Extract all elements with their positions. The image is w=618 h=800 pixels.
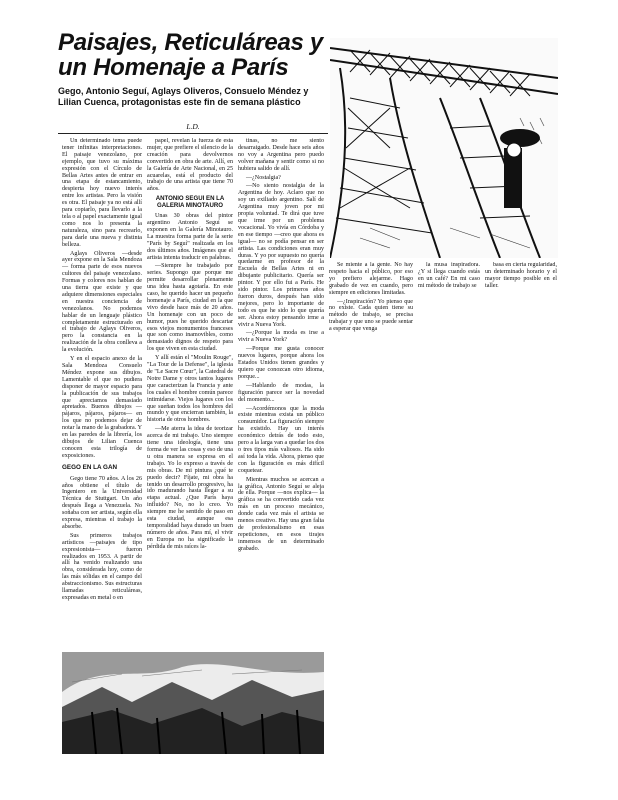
col3-paragraph: —No siento nostalgia de la Argentina de hoy. Aclaro que no soy un exiliado argentino. Salí de Argentina muy joven por mi propia voluntad. Te dirá que tuve que irme por un problema vocacional. Yo vivía en Córdoba y en ese tiempo —creo que ahora es igual— no se podía pensar en ser artista. Las condiciones eran muy duras. Y yo por supuesto no quería quedarme en profesor de la Escuela de Bellas Artes ni en dibujante publicitario. Quería ser pintor. Y por ello fui a París. He sido pintor. Los primeros años fueron duros, después han sido mejores, pero lo importante de todo es que he sido lo que quería ser. Ahora estoy pensando irme a vivir a Nueva York.	[238, 183, 324, 328]
col1-paragraph: Y en el espacio anexo de la Sala Mendoza Consuelo Méndez expone sus dibujos. Lamentable el que no pudiera disponer de mayor espacio para la publicación de sus trabajos que apreciamos demasiado apretados. Buenos dibujos —pájaros, pájaros, pájaros— en los que no podemos dejar de notar la mano de la grabadora. Y en las paredes de la librería, los dibujos de Lilian Cuenca conocen esta trilogía de exposiciones.	[62, 356, 142, 459]
headline-rule	[58, 133, 328, 134]
col2-paragraph: —Me aterra la idea de teorizar acerca de mi trabajo. Uno siempre tiene una ideología, tiene una forma de ver las cosas y eso de una u otra manera se expresa en el trabajo. Yo lo expreso a través de mis obras. De mi pintura ¿qué te puedo decir? Fíjate, mi obra ha tenido un desarrollo progresivo, ha ido madurando hasta llegar a su etapa actual. ¿Que París haya influido? No, no lo creo. Yo siempre me he sentido de paso en esta ciudad, aunque esa temporalidad haya durado un buen número de años. Para mí, el vivir en Europa no ha significado la pérdida de mis raíces la-	[147, 426, 233, 550]
article-headline: Paisajes, Reticuláreas y un Homenaje a París	[58, 29, 323, 81]
col2-paragraph: Y allí están el "Moulin Rouge", "La Tour de la Defense", la iglesia de "Le Sacre Cœur", la Catedral de Notre Dame y otros tantos lugares que caracterizan la Francia y ante los cuales el hombre común parece intimidarse. Viejos lugares con los que sueñan todos los hombres del mundo y que encierran también, la historia de otros hombres.	[147, 355, 233, 424]
col6-paragraph: basa en cierta regularidad, un determinado horario y el mayor tiempo posible en el taller.	[485, 262, 557, 289]
col5-paragraph: la musa inspiradora. ¿Y si llega cuando estás en un café? En mi caso mi método de trabajo se	[418, 262, 480, 289]
col3-paragraph: —¿Nostalgia?	[246, 174, 281, 181]
subheading-gego: GEGO EN LA GAN	[62, 463, 118, 471]
col4-paragraph: —¿Inspiración? Yo pienso que no existe. Cada quien tiene su método de trabajo, se precisa trabajar y que uno se puede sentar a esperar que venga	[329, 298, 413, 333]
text-column-2	[147, 138, 233, 648]
col3-paragraph: —Porque me gusta conocer nuevos lugares, porque ahora los Estados Unidos tienen grandes y quiero que conozcan otro idioma, porque...	[238, 346, 324, 380]
col3-paragraph: Mientras muchos se acercan a la gráfica, Antonio Seguí se aleja de ella. Porque —nos explica— la gráfica se ha convertido cada vez más en un proceso mecánico, donde cada vez más el artista se menos creativo. Hay una gran falta de profesionalismo en esas repeticiones, en esos tirajes inmensos de un determinado grabado.	[238, 476, 324, 552]
col1-paragraph: Sus primeros trabajos artísticos —paisajes de tipo expresionista— fueron realizados en 1953. A partir de allí ha venido realizando una obra, considerada hoy, como de las más sólidas en el campo del abstraccionismo. Sus estructuras llamadas reticuláreas, expresadas en metal o en	[62, 532, 142, 601]
article-deck: Gego, Antonio Seguí, Aglays Oliveros, Consuelo Méndez y Lilian Cuenca, protagonistas este fin de semana plástico	[58, 86, 309, 107]
col3-paragraph: tinas, no me siento desarraigado. Desde hace seis años no voy a Argentina pero puedo volver mañana y sentir como si no hubiera salido de allí.	[238, 138, 324, 172]
col1-paragraph: Un determinado tema puede tener infinitas interpretaciones. El paisaje venezolano, por ejemplo, que tuvo su máxima expresión con el Círculo de Bellas Artes antes de entrar en una etapa de estancamiento, despierta hoy nuevo interés entre los artistas. Pero la visión es otra. El paisaje ya no está allí para copiarlo, para llevarlo a la tela o al papel exactamente igual como nos lo presenta la naturaleza, sino para recrearlo, para darle una nueva y distinta belleza.	[62, 138, 142, 248]
text-column-6	[485, 262, 557, 302]
text-column-5	[418, 262, 480, 302]
text-column-3	[238, 138, 324, 648]
text-column-1	[62, 138, 142, 648]
col3-paragraph: —Hablando de modas, la figuración parece ser la novedad del momento...	[238, 382, 324, 403]
col2-paragraph: papel, revelan la fuerza de esta mujer, que prefiere el silencio de la creación para devolvernos convertido en obra de arte. Allí, en la Galería de Arte Nacional, en 25 acuarelas, está el producto del trabajo de una artista que tiene 70 años.	[147, 138, 233, 193]
col1-paragraph: Gego tiene 70 años. A los 26 años obtiene el título de Ingeniero en la Universidad Técnica de Stuttgart. Un año después llega a Venezuela. No soñaba con ser artista, según ella expresa, mientras el trabajo la absorbe.	[62, 475, 142, 530]
col2-paragraph: —Siempre he trabajado por series. Supongo que porque me permite desarrollar plenamente una idea hasta agotarla. En este caso, he querido hacer un pequeño homenaje a París, ciudad en la que vivo desde hace más de 20 años. Un homenaje con un poco de humor, pues he querido descartar esos viejos monumentos franceses que son como inamovibles, como demasiado dignos de respeto para los que viven en esta ciudad.	[147, 263, 233, 353]
article-byline: L.D.	[186, 122, 200, 131]
col1-paragraph: Aglays Oliveros —desde ayer expone en la Sala Mendoza— forma parte de esos nuevos cultores del paisaje venezolano. Formas y colores nos hablan de una tierra que existe y que adquiere dimensiones especiales en nuestra conciencia de venezolanos. No podemos hablar de un lenguaje plástico completamente estructurado en el trabajo de Aglays Oliveros, pero la constancia en la realización de la obra conlleva a la evolución.	[62, 250, 142, 354]
eiffel-tower-illustration	[330, 38, 558, 258]
subheading-segui: ANTONIO SEGUI EN LA GALERIA MINOTAURO	[155, 195, 225, 210]
landscape-illustration	[62, 652, 324, 754]
col3-paragraph: —¿Porque la moda es irse a vivir a Nueva York?	[238, 330, 324, 344]
col2-paragraph: Unas 30 obras del pintor argentino Antonio Seguí se exponen en la Galería Minotauro. La muestra forma parte de la serie "París by Seguí" realizada en los dos últimos años. Imágenes que el artista intenta traducir en palabras.	[147, 213, 233, 261]
col4-paragraph: Se miente a la gente. No hay respeto hacia el público, por eso yo prefiero alejarme. Hago grabado de vez en cuando, pero siempre en ediciones limitadas.	[329, 262, 413, 296]
text-column-4	[329, 262, 413, 648]
col3-paragraph: —Acordémonos que la moda existe mientras exista un público consumidor. La figuración siempre ha existido. Hay un interés económico detrás de todo esto, pero a la larga van a quedar los dos o tres tipos más valiosos. Ha sido así toda la vida. Ahora, pienso que con la figuración es más difícil coquetear.	[238, 405, 324, 474]
